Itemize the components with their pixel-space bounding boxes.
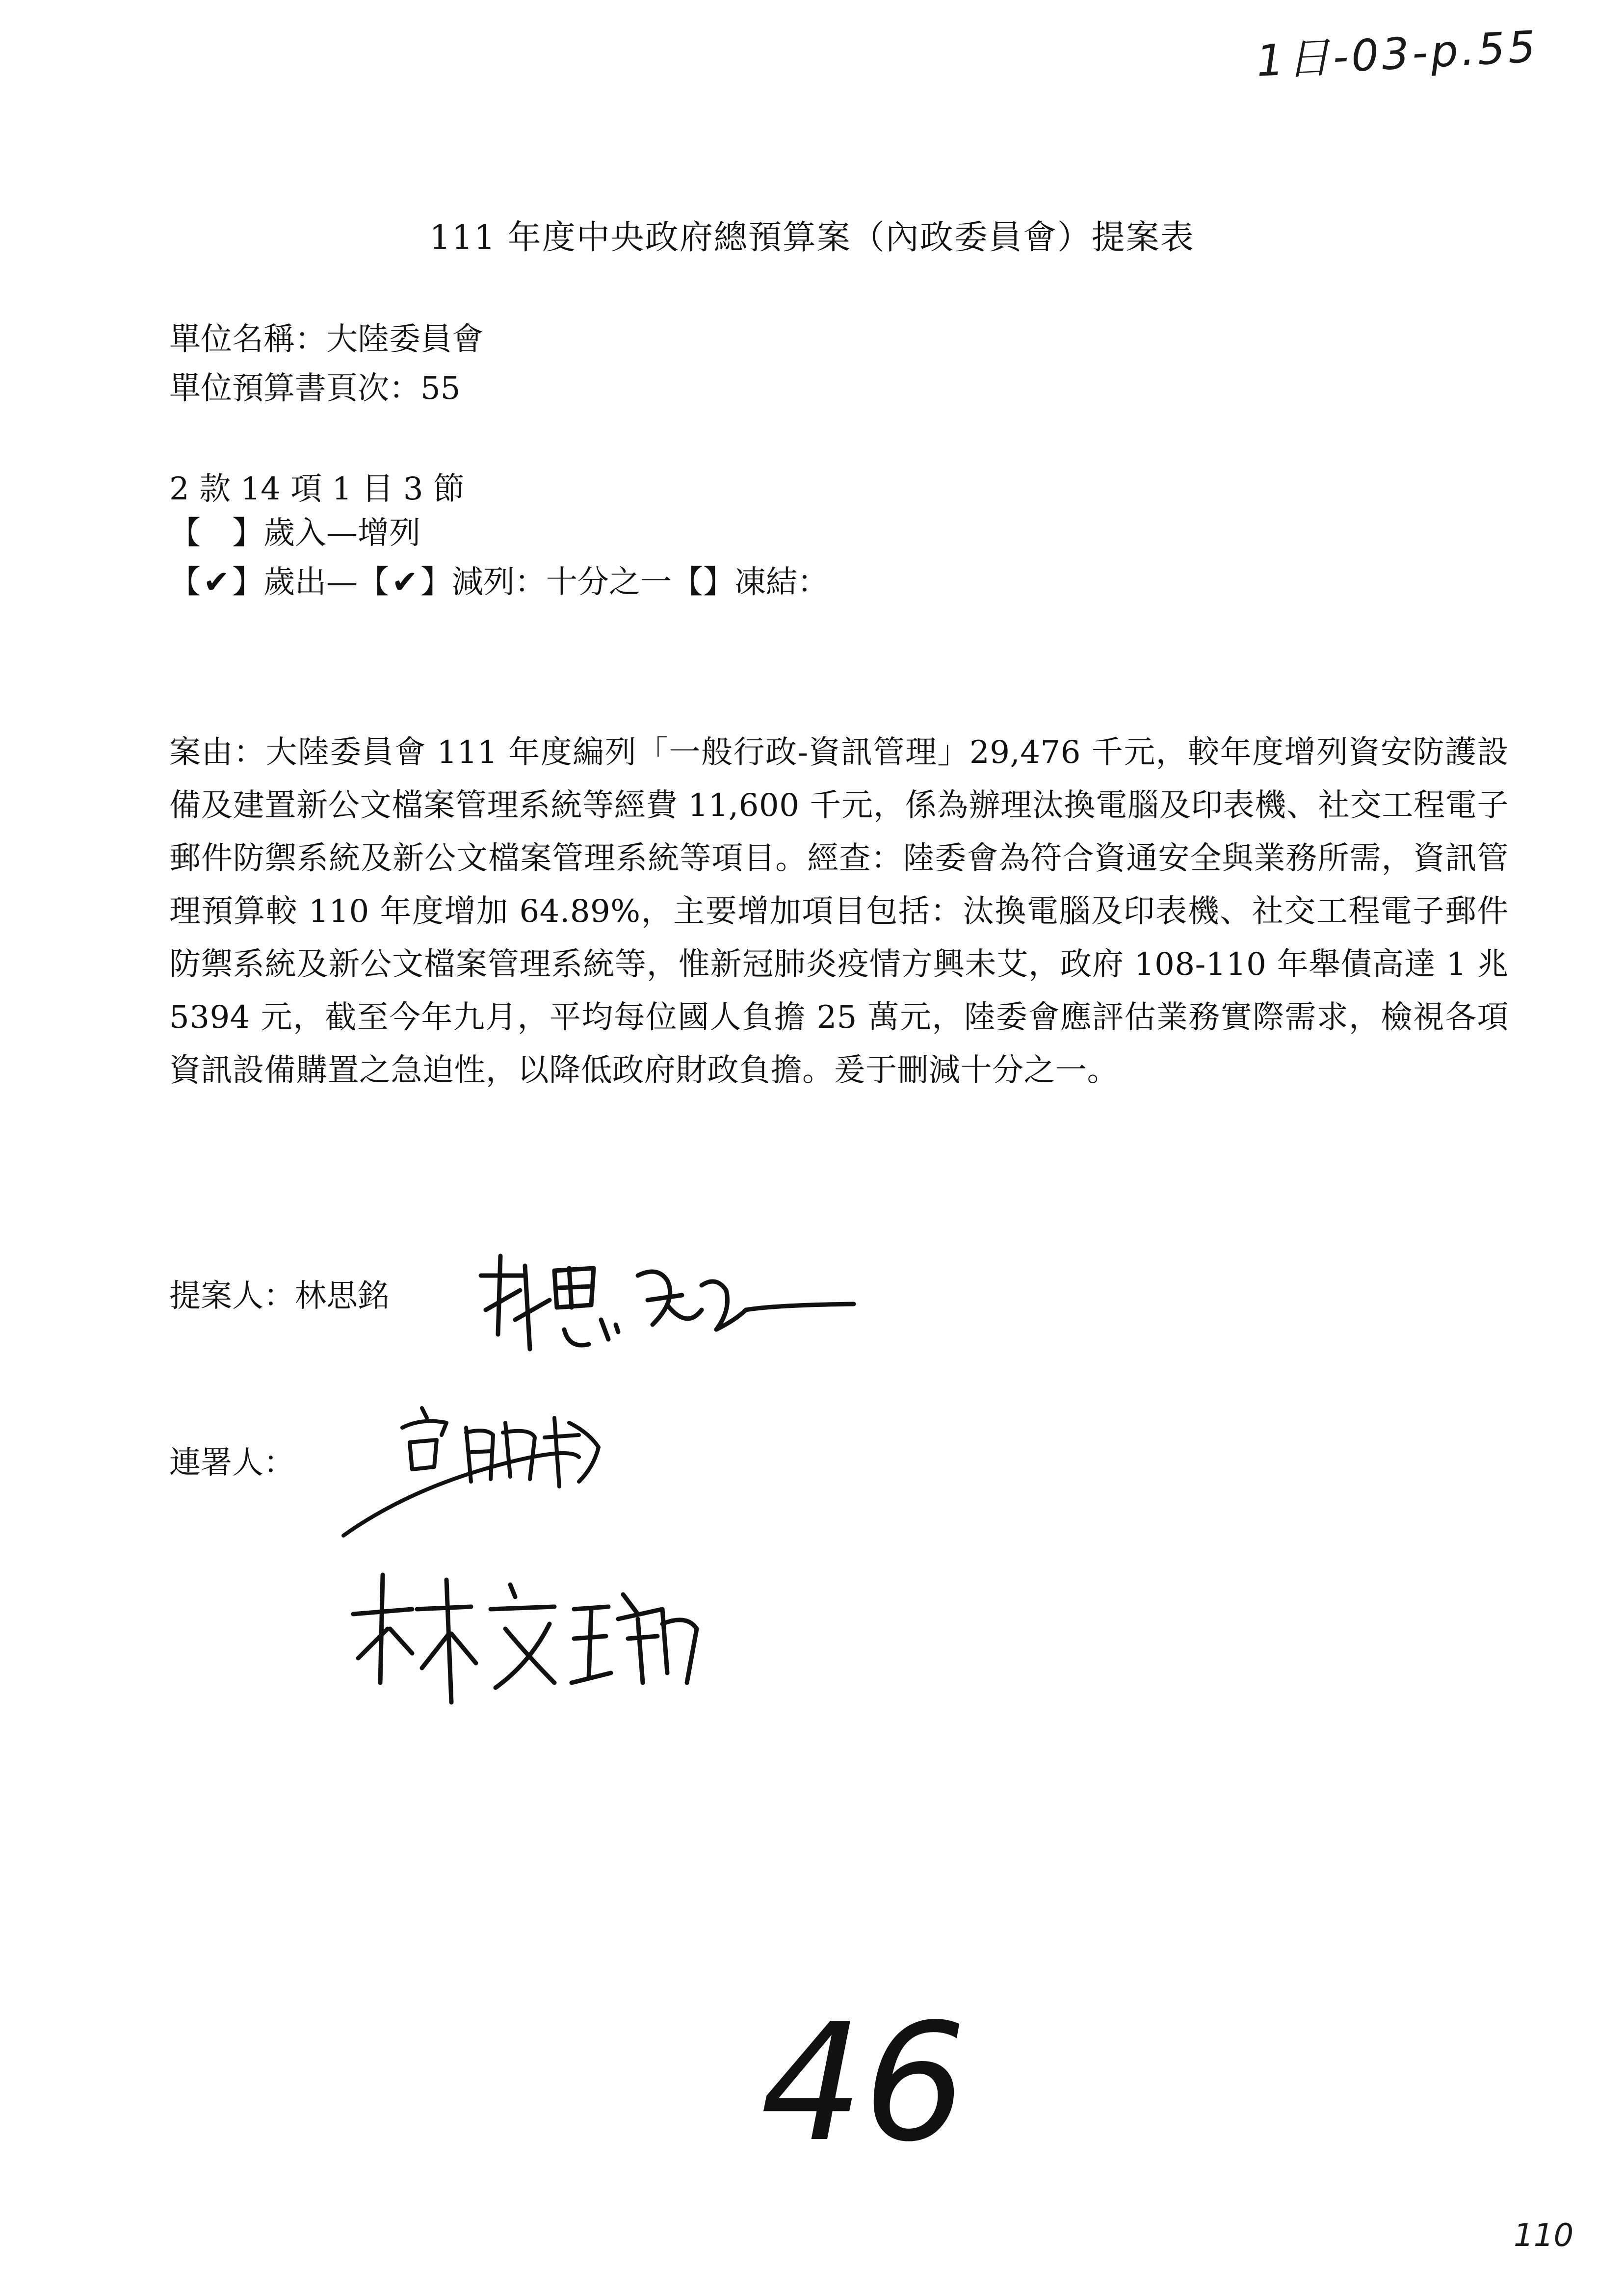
income-option-label: 歲入—增列 [263, 515, 420, 551]
income-bracket-open: 【 [169, 515, 201, 551]
cosigner-label: 連署人： [169, 1445, 295, 1481]
unit-name: 單位名稱：大陸委員會 [169, 321, 483, 358]
income-bracket-close: 】 [232, 515, 263, 551]
expense-check-icon[interactable]: ✔ [203, 564, 230, 600]
proposer-signature [471, 1246, 864, 1374]
freeze-option-label: 凍結： [734, 564, 829, 600]
income-option [169, 508, 420, 553]
cosigner-signature-2 [343, 1555, 716, 1712]
document-title: 111 年度中央政府總預算案（內政委員會）提案表 [429, 218, 1195, 257]
reduce-bracket-open: 【 [358, 564, 389, 600]
expense-option-label: 歲出— [263, 564, 358, 600]
proposer-label: 提案人：林思銘 [169, 1278, 389, 1314]
budget-reference: 2 款 14 項 1 目 3 節 [169, 471, 465, 507]
reduce-option-label: 減列：十分之一 [452, 564, 672, 600]
handwritten-reference-note: 1日-03-p.55 [1255, 21, 1540, 86]
handwritten-page-number [756, 1982, 991, 2159]
expense-bracket-close: 】 [232, 564, 263, 600]
reduce-bracket-close: 】 [420, 564, 452, 600]
reduce-check-icon[interactable]: ✔ [392, 564, 418, 600]
cosigner-signature-1 [324, 1388, 677, 1545]
expense-bracket-open: 【 [169, 564, 201, 600]
unit-budget-page: 單位預算書頁次：55 [169, 370, 461, 407]
proposal-reason: 案由：大陸委員會 111 年度編列「一般行政-資訊管理」29,476 千元，較年度增列資安防護設備及建置新公文檔案管理系統等經費 11,600 千元，係為辦理汰換電腦及印表機、社交工程電子郵件防禦系統及新公文檔案管理系統等項目。經查：陸委會為符合資通安全與業務所需，資訊管理預算較 110 年度增加 64.89%，主要增加項目包括：汰換電腦及印表機、社交工程電子郵件防禦系統及新公文檔案管理系統等，惟新冠肺炎疫情方興未艾，政府 108-110 年舉債高達 1 兆 5394 元，截至今年九月，平均每位國人負擔 25 萬元，陸委會應評估業務實際需求，檢視各項資訊設備購置之急迫性，以降低政府財政負擔。爰于刪減十分之一。 [169, 734, 1509, 1089]
bottom-handwritten-mark: 110 [1514, 2218, 1574, 2254]
svg-text:46: 46 [760, 1989, 967, 2159]
freeze-checkbox[interactable]: 【】 [672, 564, 734, 600]
expense-option [169, 557, 829, 602]
